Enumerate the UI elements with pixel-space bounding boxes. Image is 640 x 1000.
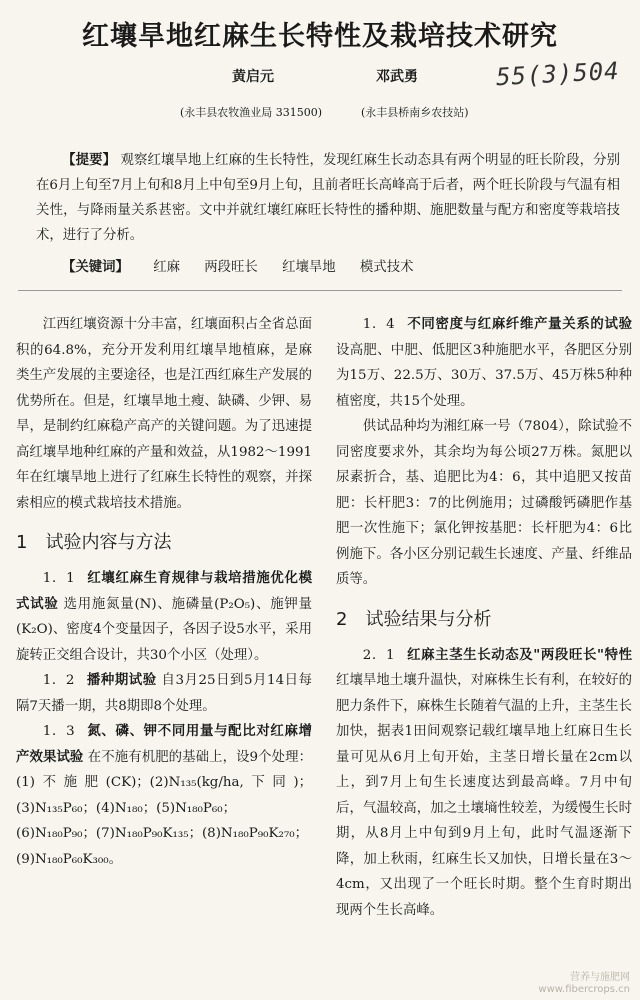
subsection-1-4 bbox=[336, 312, 632, 414]
abstract bbox=[36, 148, 620, 248]
author-1: 黄启元 bbox=[232, 69, 274, 85]
keywords-label: 【关键词】 bbox=[62, 260, 129, 275]
right-column bbox=[336, 312, 632, 923]
subsection-text: 自3月25日到5月14日每隔7天播一期，共8期即8个处理。 bbox=[16, 673, 312, 714]
keyword: 模式技术 bbox=[359, 260, 414, 275]
subsection-1-3 bbox=[16, 719, 312, 872]
section-1-number: 1 bbox=[16, 532, 28, 553]
subsection-number: 1．3 bbox=[42, 724, 75, 739]
affiliation-1: (永丰县农牧渔业局 331500) bbox=[180, 106, 323, 119]
subsection-2-1 bbox=[336, 643, 632, 924]
author-2: 邓武勇 bbox=[376, 69, 418, 85]
subsection-text: 设高肥、中肥、低肥区3种施肥水平，各肥区分别为15万、22.5万、30万、37.5万、45万株5种种植密度，共15个处理。 bbox=[336, 342, 632, 409]
subsection-1-1 bbox=[16, 566, 312, 668]
materials-paragraph: 供试品种均为湘红麻一号（7804），除试验不同密度要求外，其余均为每公顷27万株。氮肥以尿素折合，基、追肥比为4：6，其中追肥又按苗肥：长杆肥3：7的比例施用；过磷酸钙磷肥作基肥一次性施下；氯化钾按基肥：长杆肥为4：6比例施下。各小区分别记载生长速度、产量、纤维品质等。 bbox=[336, 419, 632, 587]
left-column bbox=[16, 312, 312, 872]
affiliation-2: (永丰县桥南乡农技站) bbox=[361, 106, 469, 119]
watermark-line: 营养与施肥网 bbox=[570, 972, 630, 983]
keyword: 两段旺长 bbox=[204, 260, 258, 275]
subsection-title: 红壤红麻生育规律与栽培措施优化模式试验 bbox=[16, 571, 312, 612]
abstract-label: 【提要】 bbox=[62, 153, 117, 168]
abstract-text: 观察红壤旱地上红麻的生长特性，发现红麻生长动态具有两个明显的旺长阶段，分别在6月上旬至7月上旬和8月上中旬至9月上旬，且前者旺长高峰高于后者，两个旺长阶段与气温有相关性，与降雨量关系甚密。文中并就红壤红麻旺长特性的播种期、施肥数量与配方和密度等栽培技术，进行了分析。 bbox=[36, 153, 620, 243]
subsection-text: 红壤旱地土壤升温快，对麻株生长有利，在较好的肥力条件下，麻株生长随着气温的上升，主茎生长加快，据表1田间观察记载红壤旱地上红麻日生长量可见从6月上旬开始，主茎日增长量在2cm以上，到7月上旬生长速度达到最高峰。7月中旬后，气温较高，加之土壤墒性较差，为缓慢生长时期，从8月上中旬到9月上旬，此时气温逐渐下降，加上秋雨，红麻生长又加快，日增长量在3～4cm，又出现了一个旺长时期。整个生育时期出现两个生长高峰。 bbox=[336, 673, 632, 918]
watermark bbox=[538, 972, 630, 996]
subsection-title: 不同密度与红麻纤维产量关系的试验 bbox=[406, 317, 632, 332]
subsection-number: 1．4 bbox=[362, 317, 395, 332]
keyword: 红麻 bbox=[153, 260, 180, 275]
subsection-text: 在不施有机肥的基础上，设9个处理：(1)不施肥(CK)；(2)N₁₃₅(kg/ha,下同)；(3)N₁₃₅P₆₀；(4)N₁₈₀；(5)N₁₈₀P₆₀；(6)N₁₈₀P₉₀；(7)N₁₈₀P₉₀K₁₃₅；(8)N₁₈₀P₉₀K₂₇₀；(9)N₁₈₀P₆₀K₃₀₀。 bbox=[16, 749, 313, 867]
divider bbox=[18, 290, 622, 291]
subsection-title: 播种期试验 bbox=[86, 673, 157, 688]
subsection-number: 1．1 bbox=[42, 571, 75, 586]
keywords bbox=[62, 256, 413, 275]
subsection-number: 2．1 bbox=[362, 647, 395, 663]
keyword: 红壤旱地 bbox=[282, 260, 336, 275]
subsection-title: 红麻主茎生长动态及"两段旺长"特性 bbox=[406, 647, 633, 663]
subsection-number: 1．2 bbox=[42, 673, 75, 688]
section-1-title: 试验内容与方法 bbox=[45, 532, 172, 553]
section-2-heading bbox=[336, 607, 632, 633]
paper-title: 红壤旱地红麻生长特性及栽培技术研究 bbox=[82, 21, 558, 52]
subsection-text: 选用施氮量(N)、施磷量(P₂O₅)、施钾量(K₂O)、密度4个变量因子，各因子设5水平，采用旋转正交组合设计，共30个小区（处理）。 bbox=[16, 596, 312, 663]
section-1-heading bbox=[16, 530, 312, 556]
section-2-title: 试验结果与分析 bbox=[365, 608, 492, 630]
watermark-line: www.fibercrops.cn bbox=[538, 984, 630, 995]
intro-paragraph: 江西红壤资源十分丰富，红壤面积占全省总面积的64.8%，充分开发利用红壤旱地植麻，是麻类生产发展的主要途径，也是江西红麻生产发展的优势所在。但是，红壤旱地土瘦、缺磷、少钾、易旱，是制约红麻稳产高产的关键问题。为了迅速提高红壤旱地种红麻的产量和效益，从1982～1991年在红壤旱地上进行了红麻生长特性的观察，并探索相应的模式栽培技术措施。 bbox=[16, 317, 312, 511]
handwritten-number: 55(3)504 bbox=[495, 56, 621, 92]
section-2-number: 2 bbox=[336, 608, 348, 630]
subsection-title: 氮、磷、钾不同用量与配比对红麻增产效果试验 bbox=[16, 724, 312, 765]
subsection-1-2 bbox=[16, 668, 312, 719]
